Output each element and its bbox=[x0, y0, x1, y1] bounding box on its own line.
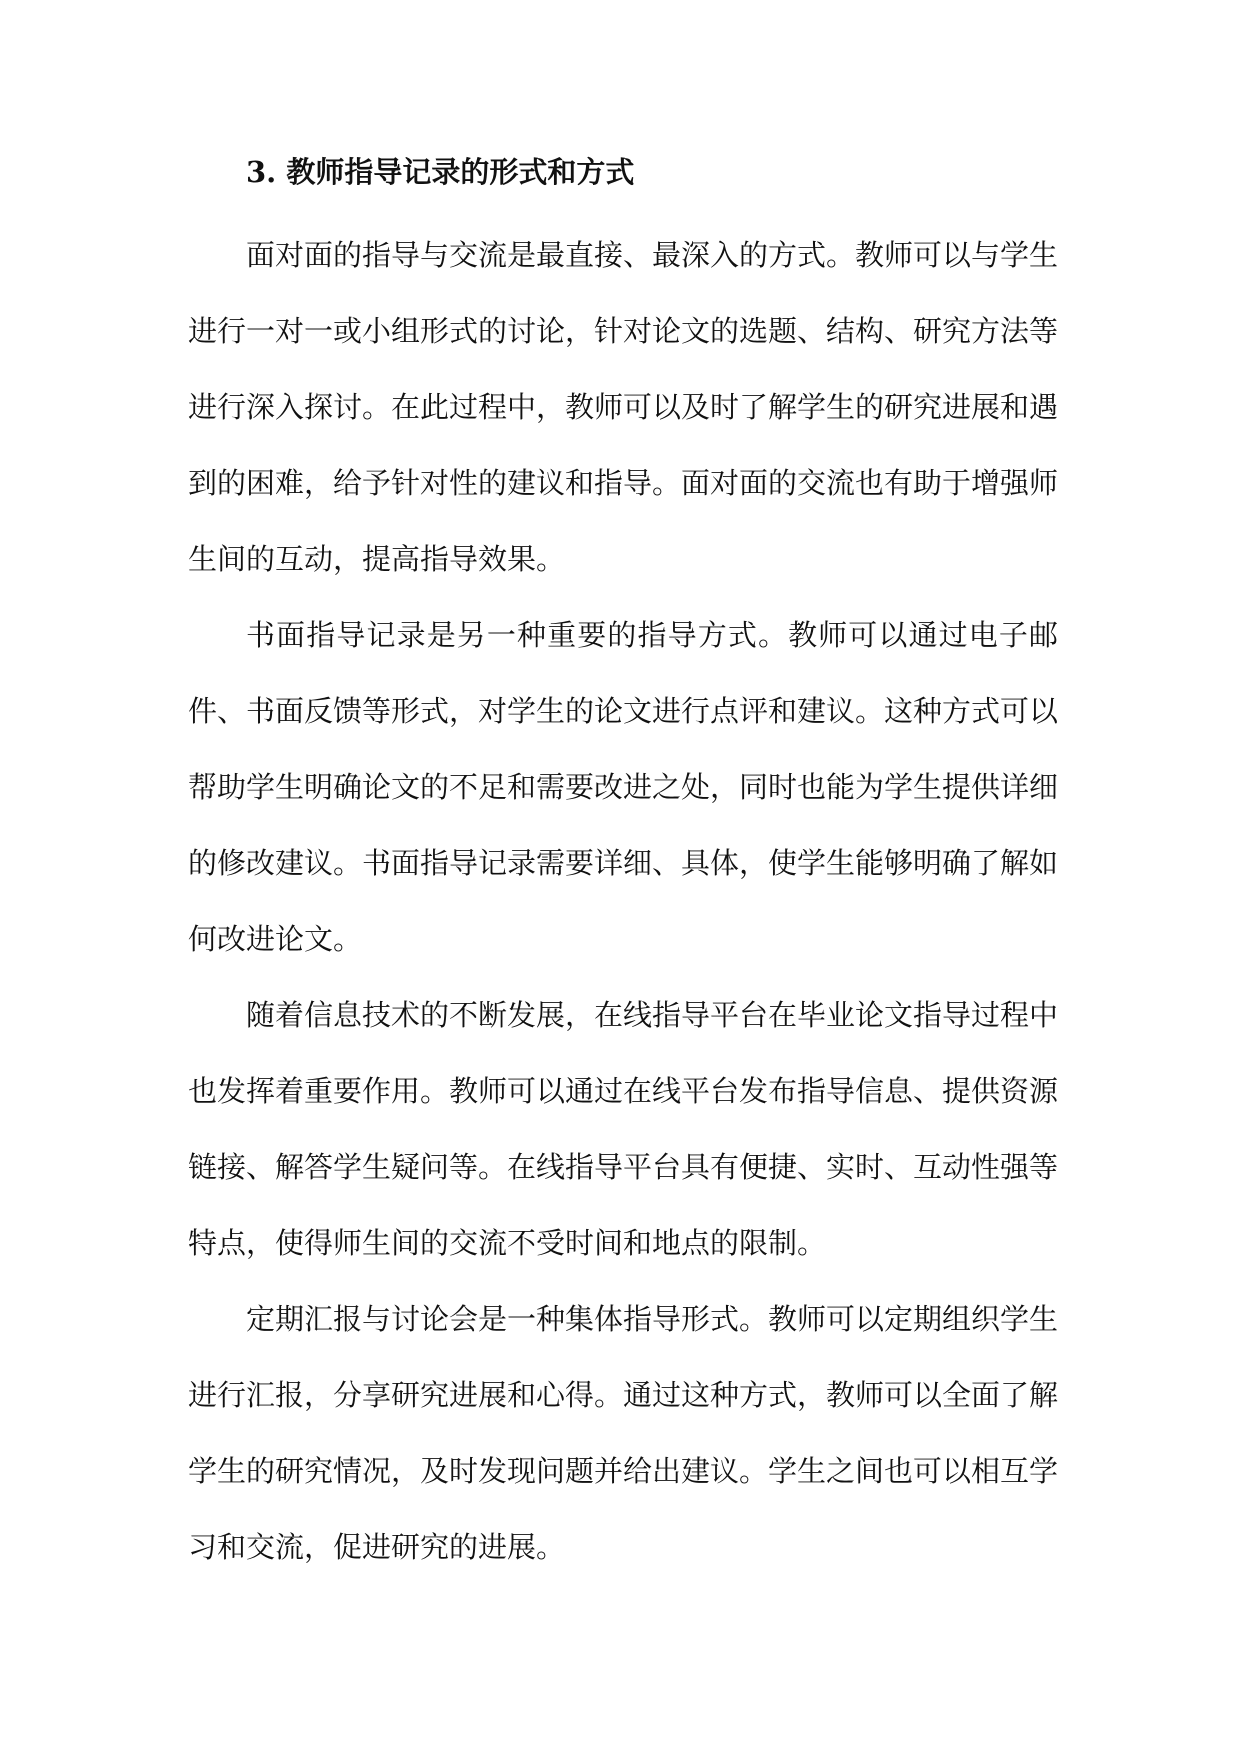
body-text bbox=[188, 217, 1058, 1585]
paragraph-written-records: 书面指导记录是另一种重要的指导方式。教师可以通过电子邮件、书面反馈等形式，对学生的论文进行点评和建议。这种方式可以帮助学生明确论文的不足和需要改进之处，同时也能为学生提供详细的修改建议。书面指导记录需要详细、具体，使学生能够明确了解如何改进论文。 bbox=[188, 618, 1059, 956]
paragraph-regular-reports: 定期汇报与讨论会是一种集体指导形式。教师可以定期组织学生进行汇报，分享研究进展和心得。通过这种方式，教师可以全面了解学生的研究情况，及时发现问题并给出建议。学生之间也可以相互学习和交流，促进研究的进展。 bbox=[188, 1302, 1059, 1564]
paragraph-face-to-face: 面对面的指导与交流是最直接、最深入的方式。教师可以与学生进行一对一或小组形式的讨论，针对论文的选题、结构、研究方法等进行深入探讨。在此过程中，教师可以及时了解学生的研究进展和遇到的困难，给予针对性的建议和指导。面对面的交流也有助于增强师生间的互动，提高指导效果。 bbox=[188, 238, 1059, 576]
section-heading: 3. 教师指导记录的形式和方式 bbox=[246, 155, 635, 189]
paragraph-online-platform: 随着信息技术的不断发展，在线指导平台在毕业论文指导过程中也发挥着重要作用。教师可以通过在线平台发布指导信息、提供资源链接、解答学生疑问等。在线指导平台具有便捷、实时、互动性强等特点，使得师生间的交流不受时间和地点的限制。 bbox=[188, 998, 1059, 1260]
